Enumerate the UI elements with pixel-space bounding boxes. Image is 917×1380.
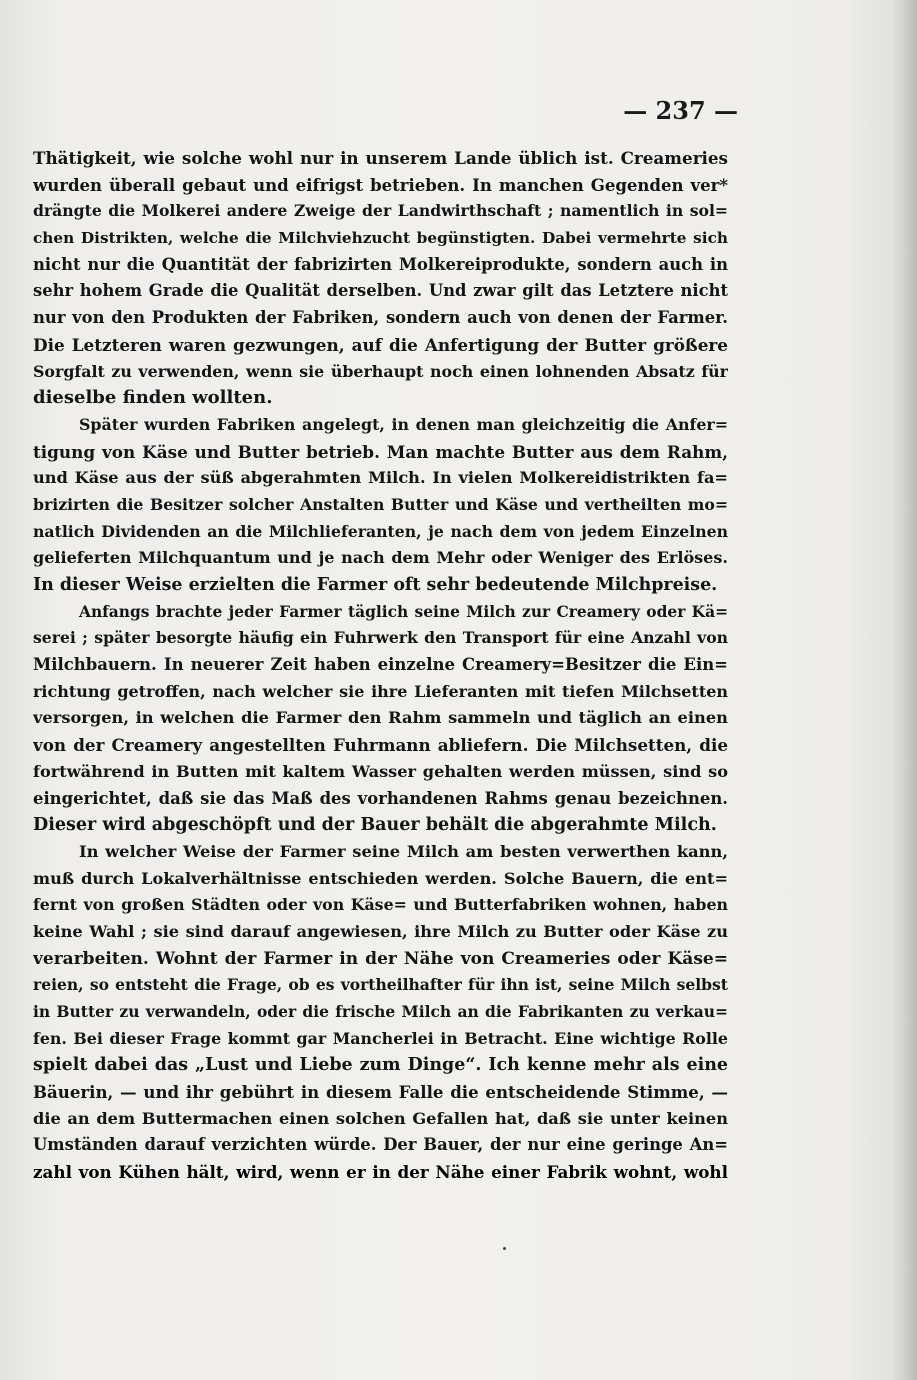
page-number: — 237 — [623, 96, 738, 125]
text-line: In welcher Weise der Farmer seine Milch am besten verwerthen kann, [79, 841, 728, 861]
text-line: Bäuerin, — und ihr gebührt in diesem Falle die entscheidende Stimme, — [33, 1082, 728, 1103]
text-line: brizirten die Besitzer solcher Anstalten Butter und Käse und vertheilten mo= [33, 494, 728, 514]
text-line: gelieferten Milchquantum und je nach dem Mehr oder Weniger des Erlöses. [33, 548, 728, 568]
text-line: zahl von Kühen hält, wird, wenn er in der Nähe einer Fabrik wohnt, wohl [33, 1162, 728, 1183]
text-line: von der Creamery angestellten Fuhrmann abliefern. Die Milchsetten, die [33, 735, 728, 756]
text-line: muß durch Lokalverhältnisse entschieden werden. Solche Bauern, die ent= [33, 868, 728, 888]
ink-speck [503, 1247, 506, 1250]
text-line: Später wurden Fabriken angelegt, in denen man gleichzeitig die Anfer= [79, 414, 728, 434]
text-line: Anfangs brachte jeder Farmer täglich seine Milch zur Creamery oder Kä= [79, 602, 728, 621]
text-line: dieselbe finden wollten. [33, 387, 273, 409]
text-line: in Butter zu verwandeln, oder die frische Milch an die Fabrikanten zu verkau= [33, 1002, 728, 1021]
text-line: spielt dabei das „Lust und Liebe zum Dinge“. Ich kenne mehr als eine [33, 1055, 728, 1076]
body-text [33, 145, 728, 1186]
text-line: Umständen darauf verzichten würde. Der Bauer, der nur eine geringe An= [33, 1135, 728, 1155]
text-line: drängte die Molkerei andere Zweige der Landwirthschaft ; namentlich in sol= [33, 201, 728, 221]
text-line: wurden überall gebaut und eifrigst betrieben. In manchen Gegenden ver* [33, 174, 728, 195]
text-line: Die Letzteren waren gezwungen, auf die Anfertigung der Butter größere [33, 334, 728, 355]
text-line: richtung getroffen, nach welcher sie ihre Lieferanten mit tiefen Milchsetten [33, 681, 728, 701]
text-line: serei ; später besorgte häufig ein Fuhrwerk den Transport für eine Anzahl von [33, 628, 728, 648]
text-line: reien, so entsteht die Frage, ob es vortheilhafter für ihn ist, seine Milch selbst [33, 975, 728, 995]
text-line: nicht nur die Quantität der fabrizirten Molkereiprodukte, sondern auch in [33, 254, 728, 274]
text-line: Thätigkeit, wie solche wohl nur in unserem Lande üblich ist. Creameries [33, 148, 728, 168]
text-line: verarbeiten. Wohnt der Farmer in der Nähe von Creameries oder Käse= [33, 948, 728, 969]
text-line: sehr hohem Grade die Qualität derselben. Und zwar gilt das Letztere nicht [33, 281, 728, 301]
text-line: fen. Bei dieser Frage kommt gar Mancherlei in Betracht. Eine wichtige Rolle [33, 1028, 728, 1048]
text-line: die an dem Buttermachen einen solchen Gefallen hat, daß sie unter keinen [33, 1108, 728, 1128]
text-line: eingerichtet, daß sie das Maß des vorhandenen Rahms genau bezeichnen. [33, 788, 728, 808]
text-line: nur von den Produkten der Fabriken, sondern auch von denen der Farmer. [33, 308, 728, 328]
text-line: versorgen, in welchen die Farmer den Rahm sammeln und täglich an einen [33, 708, 728, 728]
text-line: keine Wahl ; sie sind darauf angewiesen, ihre Milch zu Butter oder Käse zu [33, 921, 728, 941]
text-line: und Käse aus der süß abgerahmten Milch. In vielen Molkereidistrikten fa= [33, 468, 728, 488]
text-line: Sorgfalt zu verwenden, wenn sie überhaupt noch einen lohnenden Absatz für [33, 361, 728, 381]
binding-shadow [891, 0, 917, 1380]
text-line: chen Distrikten, welche die Milchviehzucht begünstigten. Dabei vermehrte sich [33, 229, 728, 248]
text-line: Dieser wird abgeschöpft und der Bauer behält die abgerahmte Milch. [33, 815, 717, 836]
text-line: In dieser Weise erzielten die Farmer oft sehr bedeutende Milchpreise. [33, 575, 718, 595]
text-line: fernt von großen Städten oder von Käse= und Butterfabriken wohnen, haben [33, 895, 728, 915]
text-line: Milchbauern. In neuerer Zeit haben einzelne Creamery=Besitzer die Ein= [33, 655, 728, 675]
text-line: natlich Dividenden an die Milchlieferanten, je nach dem von jedem Einzelnen [33, 521, 728, 541]
text-line: fortwährend in Butten mit kaltem Wasser gehalten werden müssen, sind so [33, 761, 728, 781]
text-line: tigung von Käse und Butter betrieb. Man machte Butter aus dem Rahm, [33, 441, 728, 462]
